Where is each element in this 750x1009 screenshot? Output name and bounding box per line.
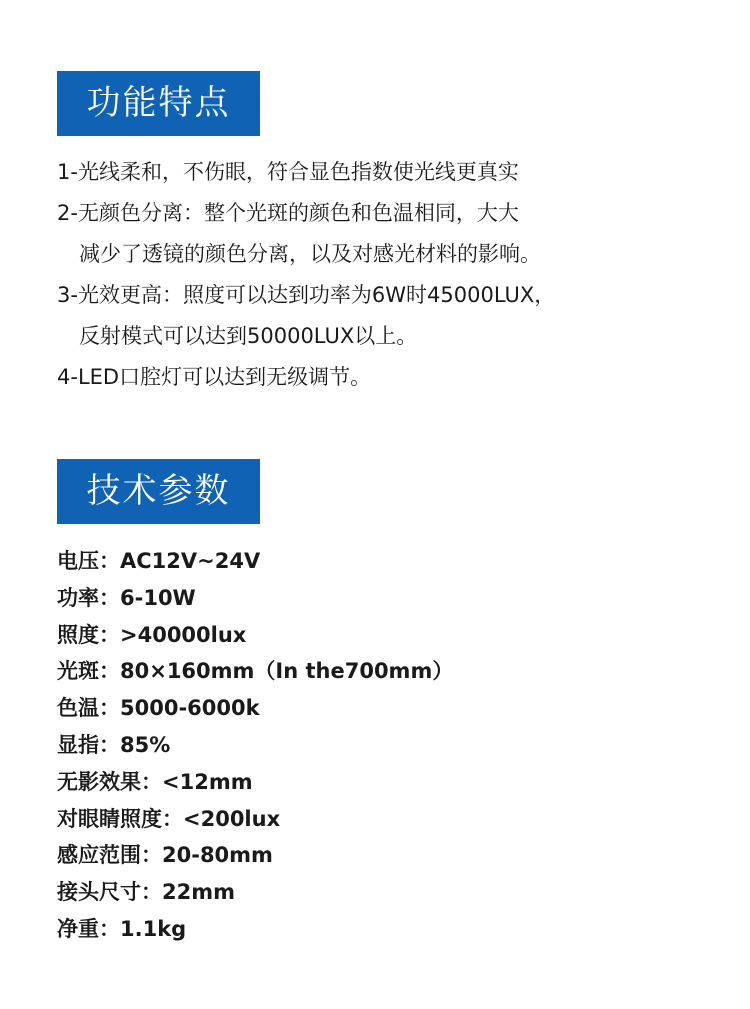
feature-line-1: 1-光线柔和，不伤眼，符合显色指数使光线更真实 [57, 160, 519, 184]
spec-illuminance: 照度：>40000lux [57, 622, 247, 647]
spec-power: 功率：6-10W [57, 585, 196, 610]
spec-net-weight: 净重：1.1kg [57, 916, 187, 941]
feature-line-2-continued: 减少了透镜的颜色分离，以及对感光材料的影响。 [79, 242, 541, 266]
spec-eye-illuminance: 对眼睛照度：<200lux [57, 806, 281, 831]
spec-shadowless-effect: 无影效果：<12mm [57, 769, 253, 794]
specs-list [57, 543, 737, 948]
spec-color-rendering: 显指：85% [57, 732, 171, 757]
spec-light-spot: 光斑：80×160mm（In the700mm） [57, 659, 454, 684]
feature-line-4: 4-LED口腔灯可以达到无级调节。 [57, 365, 372, 389]
spec-connector-size: 接头尺寸：22mm [57, 880, 235, 905]
spec-color-temperature: 色温：5000-6000k [57, 696, 260, 721]
feature-line-3-continued: 反射模式可以达到50000LUX以上。 [79, 324, 418, 348]
feature-line-2: 2-无颜色分离：整个光斑的颜色和色温相同，大大 [57, 201, 519, 225]
spec-voltage: 电压：AC12V~24V [57, 549, 261, 573]
specs-section-title: 技术参数 [57, 459, 260, 524]
feature-line-3: 3-光效更高：照度可以达到功率为6W时45000LUX， [57, 283, 556, 307]
features-list [57, 152, 737, 398]
spec-sensing-range: 感应范围：20-80mm [57, 843, 273, 868]
features-section-title: 功能特点 [57, 71, 260, 136]
